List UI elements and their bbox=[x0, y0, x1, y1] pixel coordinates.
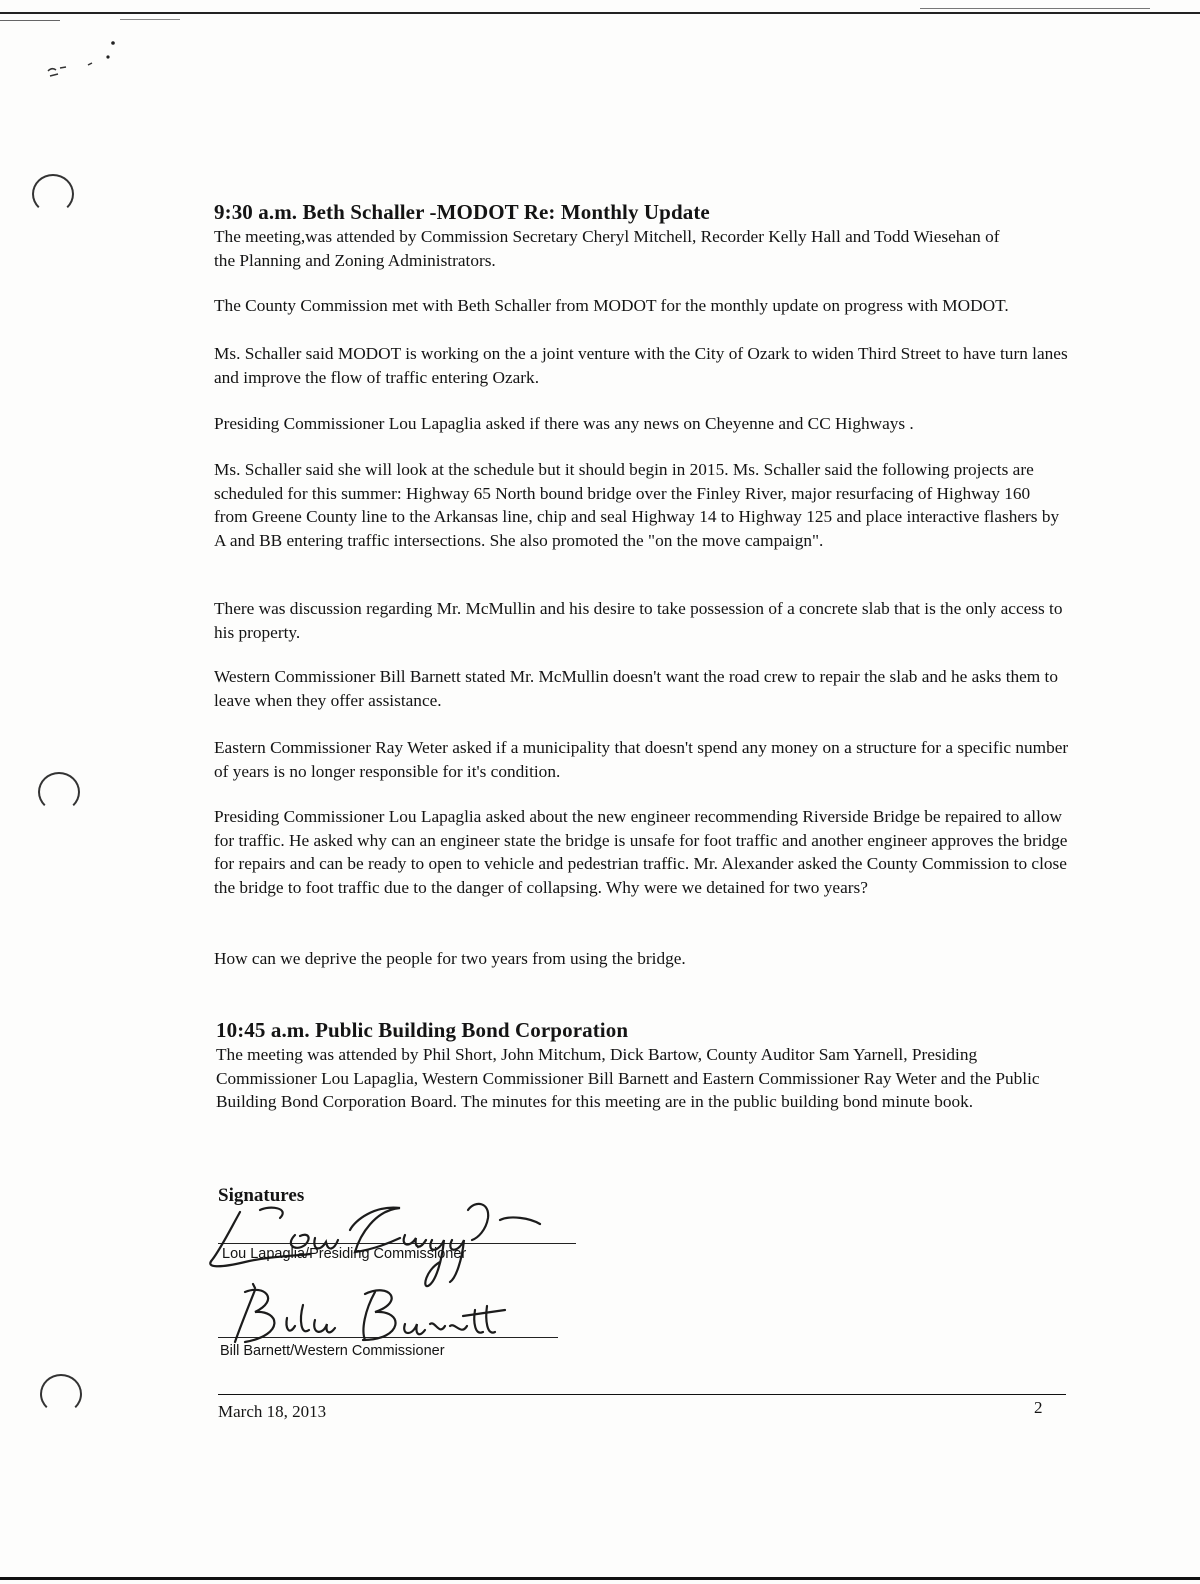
paragraph: The County Commission met with Beth Schaller from MODOT for the monthly update on progress with MODOT. bbox=[214, 296, 1009, 315]
paragraph: There was discussion regarding Mr. McMullin and his desire to take possession of a concrete slab that is the only access to his property. bbox=[214, 599, 1063, 642]
scan-mark bbox=[920, 8, 1150, 9]
stray-marks bbox=[40, 38, 120, 88]
top-rule bbox=[0, 12, 1200, 14]
paragraph: Presiding Commissioner Lou Lapaglia asked if there was any news on Cheyenne and CC Highways . bbox=[214, 414, 914, 433]
footer-date: March 18, 2013 bbox=[218, 1402, 327, 1421]
paragraph: The meeting was attended by Phil Short, John Mitchum, Dick Bartow, County Auditor Sam Yarnell, Presiding Commissioner Lou Lapaglia, Western Commissioner Bill Barnett and Eastern Commissioner Ray Weter and the Public Building Bond Corporation Board. The minutes for this meeting are in the public building bond minute book. bbox=[216, 1045, 1040, 1111]
section-heading: 9:30 a.m. Beth Schaller -MODOT Re: Monthly Update bbox=[214, 200, 710, 224]
paragraph: Western Commissioner Bill Barnett stated Mr. McMullin doesn't want the road crew to repair the slab and he asks them to leave when they offer assistance. bbox=[214, 667, 1059, 710]
scan-mark bbox=[0, 20, 60, 21]
signatures-heading: Signatures bbox=[218, 1185, 305, 1206]
page-number: 2 bbox=[1034, 1398, 1043, 1417]
scan-mark bbox=[120, 19, 180, 20]
paragraph: How can we deprive the people for two years from using the bridge. bbox=[214, 949, 686, 968]
signature-label: Lou Lapaglia/Presiding Commissioner bbox=[222, 1246, 467, 1262]
handwritten-signature-barnett bbox=[225, 1280, 525, 1350]
paragraph: Eastern Commissioner Ray Weter asked if a municipality that doesn't spend any money on a structure for a specific number of years is no longer responsible for it's condition. bbox=[214, 738, 1069, 781]
section-heading: 10:45 a.m. Public Building Bond Corporation bbox=[216, 1018, 629, 1042]
paragraph: Ms. Schaller said she will look at the schedule but it should begin in 2015. Ms. Schaller said the following projects are scheduled for this summer: Highway 65 North bound bridge over the Finley River, major resurfacing of Highway 160 from Greene County line to the Arkansas line, chip and seal Highway 14 to Highway 125 and place interactive flashers by A and BB entering traffic intersections. She also promoted the "on the move campaign". bbox=[214, 460, 1060, 550]
punch-hole bbox=[32, 174, 74, 214]
signature-label: Bill Barnett/Western Commissioner bbox=[220, 1343, 445, 1359]
bottom-rule bbox=[0, 1577, 1200, 1580]
paragraph: Ms. Schaller said MODOT is working on the a joint venture with the City of Ozark to widen Third Street to have turn lanes and improve the flow of traffic entering Ozark. bbox=[214, 344, 1068, 387]
punch-hole bbox=[38, 772, 80, 812]
handwritten-signature-lapaglia bbox=[200, 1190, 570, 1290]
punch-hole bbox=[40, 1374, 82, 1414]
paragraph: Presiding Commissioner Lou Lapaglia asked about the new engineer recommending Riverside Bridge be repaired to allow for traffic. He asked why can an engineer state the bridge is unsafe for foot traffic and another engineer approves the bridge for repairs and can be ready to open to vehicle and pedestrian traffic. Mr. Alexander asked the County Commission to close the bridge to foot traffic due to the danger of collapsing. Why were we detained for two years? bbox=[214, 807, 1068, 897]
footer-rule bbox=[218, 1394, 1066, 1395]
paragraph: The meeting,was attended by Commission Secretary Cheryl Mitchell, Recorder Kelly Hall and Todd Wiesehan of the Planning and Zoning Administrators. bbox=[214, 227, 1000, 270]
